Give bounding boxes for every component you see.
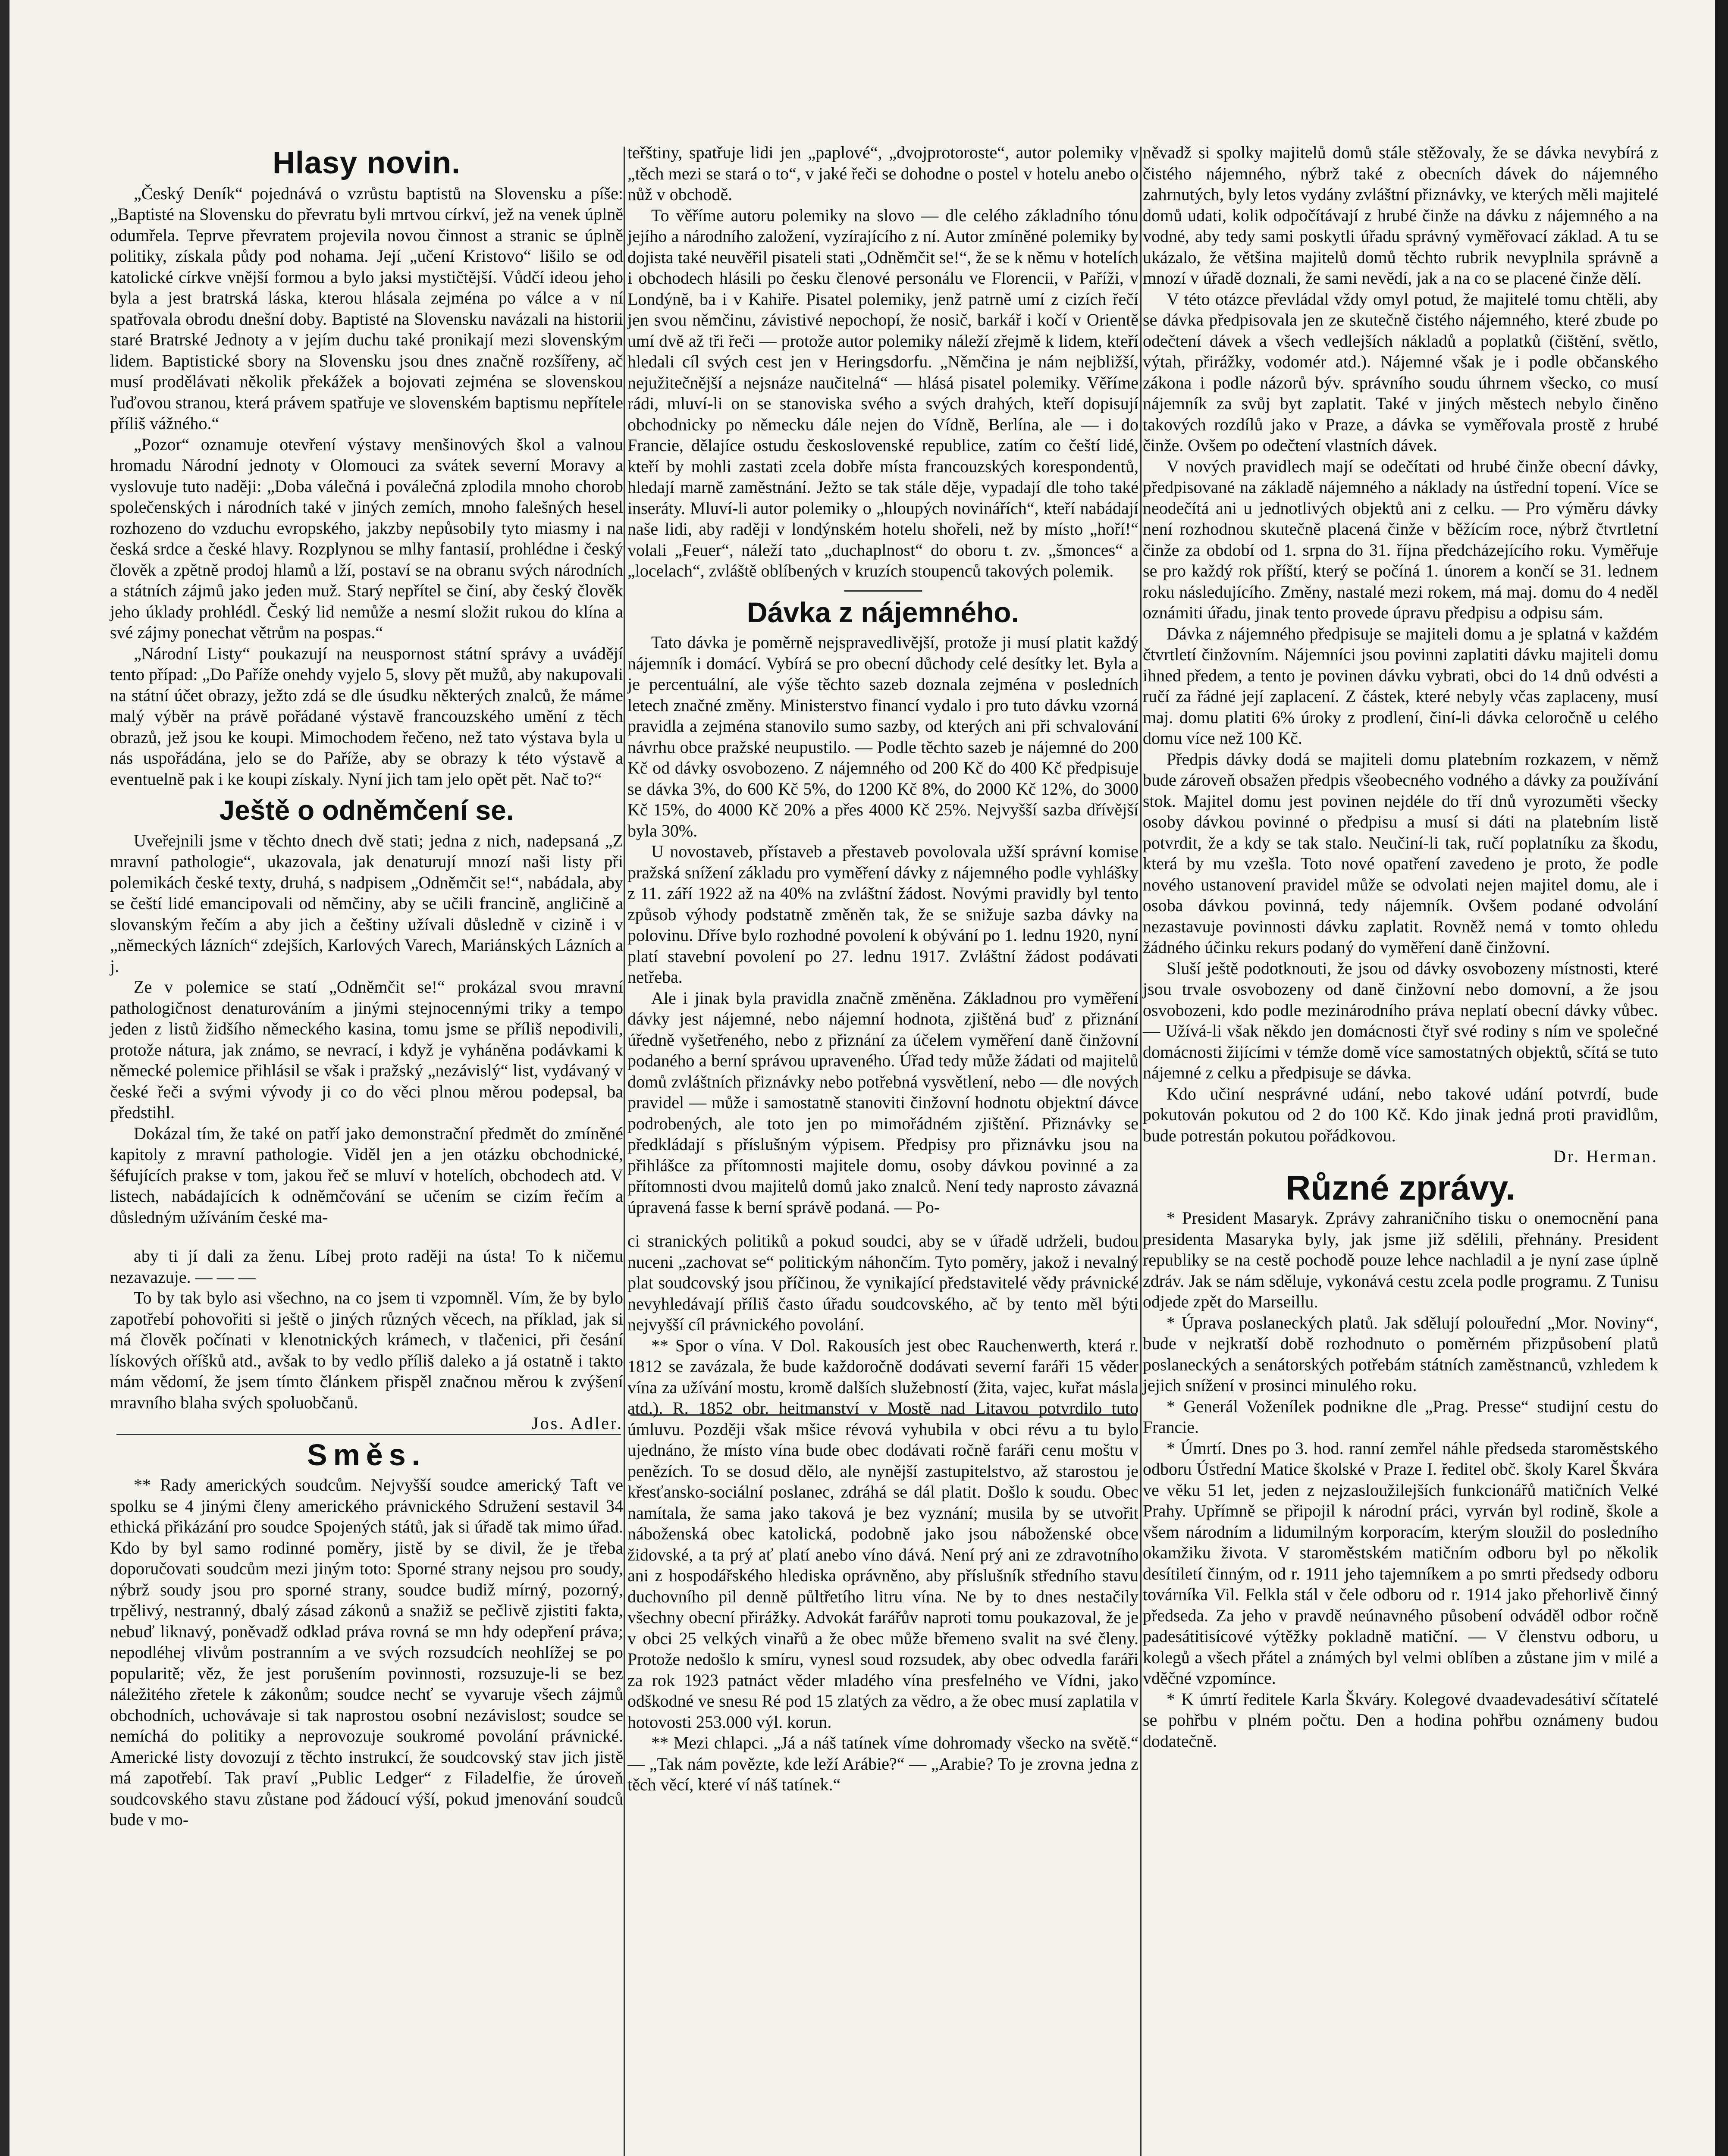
scan-right-edge <box>1715 0 1728 2156</box>
spacer <box>627 1218 1138 1231</box>
article-paragraph: ** Spor o vína. V Dol. Rakousích jest obec Rauchenwerth, která r. 1812 se zavázala, že bude každoročně dodávati severní faráři 15 věder vína za užívání mostu, kromě dalších služebností (žita, vajec, kuřat másla atd.). R. 1852 obr. heitmanství v Mostě nad Litavou potvrdilo tuto úmluvu. Později však mšice révová vyhubila v obci révu a tu bylo ujednáno, že místo vína bude obec dodávati ročně faráři cenu moštu v penězích. To se dosud dělo, ale nynější zastupitelstvo, až starostou je křesťansko-sociální poslanec, zdráhá se dál platit. Došlo k soudu. Obec namítala, že sama jako taková je bez vyznání; musila by se utvořit náboženská obec katolická, podobně jako jsou náboženské obce židovské, a ta prý ať platí anebo víno dává. Není prý ani ze zdravotního ani z hospodářského hlediska oprávněno, aby příslušník středního stavu duchovního pil denně půltřetího litru vína. Ne by to dnes nestačily všechny obecní přirážky. Advokát farářův naproti tomu poukazoval, že je v obci 25 velkých vinařů a že obec může břemeno svalit na své členy. Protože nedošlo k smíru, vynesl soud rozsudek, aby obec odvedla faráři za rok 1923 patnáct věder mladého vína presfelného ve Vídni, jako odškodné ve snesu Ré pod 15 zlatých za vědro, a že obec musí zaplatila v hotovosti 253.000 výl. korun. <box>627 1335 1138 1732</box>
separator <box>844 590 922 592</box>
article-paragraph: ** Mezi chlapci. „Já a náš tatínek víme dohromady všecko na světě.“ — „Tak nám povězte, kde leží Arábie?“ — „Arabie? To je zrovna jedna z těch věcí, které ví náš tatínek.“ <box>627 1733 1138 1794</box>
column-2 <box>627 142 1138 1796</box>
news-item: * Úmrtí. Dnes po 3. hod. ranní zemřel náhle předseda staroměstského odboru Ústřední Matice školské v Praze I. ředitel obč. školy Karel Škvára ve věku 51 let, jeden z nejzasloužilejších funkcionářů matičních Velké Prahy. Upřímně se připojil k národní práci, vyrván byl rodině, škole a všem národním a lidumilným korporacím, kterým sloužil do posledního okamžiku života. V staroměstském matičním odboru byl po několik desítiletí činným, od r. 1911 jeho tajemníkem a po smrti předsedy odboru továrníka Vil. Felkla stál v čele odboru od r. 1914 jako přehorlivě činný předseda. Za jeho v pravdě neúnavného působení odváděl odbor ročně padesátitisícové výtěžky pokladně matiční. — V členstvu odboru, u kolegů a všech přátel a známých byl velmi oblíben a zůstane jim v milé a vděčné vzpomínce. <box>1143 1438 1658 1688</box>
article-paragraph: Ale i jinak byla pravidla značně změněna. Základnou pro vyměření dávky jest nájemné, nebo nájemní hodnota, zjištěná buď z přiznání úředně vyšetřeného, nebo z přiznání za účelem vyměření daně činžovní podaného a berní správou upraveného. Úřad tedy může žádati od majitelů domů zvláštních přiznávky nebo potřebná vysvětlení, nebo — dle nových pravidel — může i samostatně stanoviti činžovní hodnotu objektní dávce podrobených, ale toto jen po mimořádném zjištění. Přiznávky se předkládají s příslušným výpisem. Předpisy pro přiznávku jsou na přihlášce za přítomnosti majitele domu, osoby dávkou povinné a za přítomnosti dvou majitelů domů jako znalců. Není tedy naprosto závazná úpravená fasse k berní správě podaná. — Po- <box>627 988 1138 1217</box>
article-paragraph: Předpis dávky dodá se majiteli domu platebním rozkazem, v němž bude zároveň obsažen předpis všeobecného vodného a dávky za používání stok. Majitel domu jest povinen nejdéle do tří dnů vyrozuměti všecky osoby dávkou povinné o předpisu a musí si dáti na platebním listě potvrdit, že a kdy se tak stalo. Neučiní-li tak, ručí poplatníku za škodu, která by mu vzešla. Toto nové opatření zavedeno je proto, že podle nového ustanovení pravidel může se odvolati nejen majitel domu, ale i osoba dávkou povinná, tedy nájemník. Ovšem podané odvolání nezastavuje povinnosti dávku zaplatit. Rovněž nemá v tomto ohledu žádného účinku rekurs podaný do vyměření daně činžovní. <box>1143 749 1658 957</box>
news-item: * Úprava poslaneckých platů. Jak sdělují polouřední „Mor. Noviny“, bude v nejkratší době rozhodnuto o poměrném přizpůsobení platů poslaneckých a senátorských potřebám státních zaměstnanců, vzhledem k jejich snížení v prosinci minulého roku. <box>1143 1313 1658 1395</box>
section-title-jeste: Ještě o odněmčení se. <box>219 795 514 826</box>
news-item: * Generál Voženílek podnikne dle „Prag. Presse“ studijní cestu do Francie. <box>1143 1396 1658 1437</box>
scan-left-edge <box>0 0 9 2156</box>
column-rule-1 <box>624 147 625 2156</box>
article-paragraph: Dávka z nájemného předpisuje se majiteli domu a je splatná v každém čtvrtletí činžovním. Nájemníci jsou povinni zaplatiti dávku majiteli domu ihned předem, a tento je povinen dávku vybrati, obci do 14 dnů odvésti a ručí za řádné její zaplacení. Z částek, které nebyly včas zaplaceny, musí maj. domu platiti 6% úroky z prodlení, činí-li dávka celoročně u celého domu více než 100 Kč. <box>1143 624 1658 748</box>
column-3 <box>1143 142 1658 1752</box>
article-paragraph: V nových pravidlech mají se odečítati od hrubé činže obecní dávky, předpisované na základě nájemného a náklady na ústřední topení. Více se neodečítá ani u jednotlivých objektů ani z celku. — Pro výměru dávky není rozhodnou skutečně placená činže v běžícím roce, nýbrž čtvrtletní činže za období od 1. srpna do 31. října předcházejícího roku. Vyměřuje se pro každý rok příští, který se počíná 1. únorem a končí se 31. lednem roku následujícího. Změny, nastalé mezi rokem, má maj. domu do 4 neděl oznámiti úřadu, jinak tento provede úpravu předpisu a odpisu sám. <box>1143 456 1658 622</box>
signature-herman: Dr. Herman. <box>1553 1147 1658 1166</box>
section-title-smes: Směs. <box>307 1438 427 1472</box>
article-paragraph: něvadž si spolky majitelů domů stále stěžovaly, že se dávka nevybírá z čistého nájemného, nýbrž také z obecních dávek do nájemného zahrnutých, byly letos vydány zvláštní přiznávky, ve kterých měli majitelé domů udati, kolik odpočítávají z hrubé činže na dávku z nájemného a na vodné, aby tedy sami poskytli úřadu správný vyměřovací základ. A tu se ukázalo, že většina majitelů domů těchto rubrik nevyplnila správně a mnozí v úřadě doznali, že sami nevědí, jak a na co se placené činže dělí. <box>1143 143 1658 288</box>
article-paragraph: teřštiny, spatřuje lidi jen „paplové“, „dvojprotoroste“, autor polemiky v „těch mezi se stará o to“, v jaké řeči se dohodne o postel v hotelu anebo o nůž v obchodě. <box>627 143 1138 204</box>
article-paragraph: U novostaveb, přístaveb a přestaveb povolovala užší správní komise pražská snížení základu pro vyměření dávky z nájemného podle vyhlášky z 11. září 1922 až na 40% na zvláštní žádost. Novými pravidly byl tento způsob výhody podstatně změněn tak, že se snižuje sazba dávky na polovinu. Dříve bylo rozhodné povolení k obývání po 1. lednu 1920, nyní platí stavební povolení po 27. lednu 1917. Zvláštní žádost podávati netřeba. <box>627 842 1138 987</box>
section-title-ruzne: Různé zprávy. <box>1286 1168 1515 1207</box>
article-paragraph: Sluší ještě podotknouti, že jsou od dávky osvobozeny místnosti, které jsou trvale osvobozeny od daně činžovní nebo domovní, a že jsou osvobozeni, kdo podle mezinárodního práva neplatí obecní dávky vůbec. — Užívá-li však někdo jen domácnosti čtyř své rodiny s ním ve společné domácnosti žijícími v témže domě více samostatných objektů, sčítá se tuto nájemné z celku a předpisuje se dávka. <box>1143 958 1658 1082</box>
news-item: * K úmrtí ředitele Karla Škváry. Kolegové dvaadevadesátiví sčítatelé se pohřbu v plném počtu. Den a hodina pohřbu oznámeny budou dodatečně. <box>1143 1689 1658 1751</box>
article-paragraph: Tato dávka je poměrně nejspravedlivější, protože ji musí platit každý nájemník i domácí. Vybírá se pro obecní důchody celé desítky let. Byla a je percentuální, ale výše těchto sazeb doznala zejména v posledních letech značné změny. Ministerstvo financí vydalo i pro tuto dávku vzorná pravidla a zejména stanovilo sumo sazby, od kterých ani při schvalování návrhu obce pražské neupustilo. — Podle těchto sazeb je nájemné do 200 Kč od dávky osvobozeno. Z nájemného od 200 Kč do 400 Kč předpisuje se dávka 3%, do 600 Kč 5%, do 1200 Kč 8%, do 2000 Kč 12%, do 3000 Kč 15%, do 4000 Kč 20% a přes 4000 Kč 25%. Nejvyšší sazba dřívější byla 30%. <box>627 633 1138 840</box>
section-title-davka: Dávka z nájemného. <box>747 596 1019 628</box>
article-paragraph: V této otázce převládal vždy omyl potud, že majitelé tomu chtěli, aby se dávka předpisovala jen ze skutečně čistého nájemného, které zbude po odečtení dávek a všech vedlejších nákladů a poplatků (čištění, světlo, výtah, přirážky, vodomér atd.). Nájemné však je i podle občanského zákona i podle názorů býv. správního soudu úhrnem všecko, co musí nájemník za svůj byt zaplatit. Také v jiných městech nebylo činěno takových rozdílů jako v Praze, a dávka se vyměřovala prostě z hrubé činže. Ovšem po odečtení vlastních dávek. <box>1143 289 1658 455</box>
article-paragraph: ci stranických politiků a pokud soudci, aby se v úřadě udrželi, budou nuceni „zachovat se“ politickým náhončím. Tyto poměry, jakož i nevalný plat soudcovský jsou příčinou, že vynikající představitelé vědy právnické nevyhledávají příliš často úřadu soudcovského, ač by tento měl býti nejvyšší cíl právnického povolání. <box>627 1231 1138 1334</box>
article-paragraph: „Národní Listy“ poukazují na neuspornost státní správy a uvádějí tento případ: „Do Paříže onehdy vyjelo 5, slovy pět mužů, aby nakupovali na státní účet obrazy, ježto zdá se dle úsudku některých znalců, že máme malý výběr na právě pořádané výstavě francouzského umění z těch obrazů, jež jsou ke koupi. Mimochodem řečeno, než tato výstava byla u nás uspořádána, jelo se do Paříže, aby se obrazy k této výstavě a eventuelně pak i ke koupi získaly. Nyní jich tam jelo opět pět. Nač to?“ <box>110 643 623 789</box>
article-paragraph: aby ti jí dali za ženu. Líbej proto raději na ústa! To k ničemu nezavazuje. — — — <box>110 1246 623 1287</box>
column-1 <box>110 142 623 1830</box>
article-paragraph: Kdo učiní nesprávné udání, nebo takové udání potvrdí, bude pokutován pokutou od 2 do 100 Kč. Kdo jinak jedná proti pravidlům, bude potrestán pokutou pořádkovou. <box>1143 1084 1658 1145</box>
article-paragraph: Ze v polemice se statí „Odněmčit se!“ prokázal svou mravní pathologičnost denaturováním a jinými stejnocennými triky a tempo jeden z listů židšího německého kasina, tomu jsme se příliš nepodivili, protože nátura, jak známo, se nevrací, i když je vyháněna podávkami k německé polemice přihlásil se však i pražský „nezávislý“ list, vydávaný v české řeči a svými vývody ji co do věci plnou měrou podepsal, ba předstihl. <box>110 977 623 1122</box>
news-item: * President Masaryk. Zprávy zahraničního tisku o onemocnění pana presidenta Masaryka byly, jak jsme již sdělili, přehnány. President republiky se na cestě pochodě pouze lehce nachladil a je nyní zase úplně zdráv. Jak se nám sděluje, vykonává cestu zcela podle programu. Z Tunisu odjede zpět do Marseillu. <box>1143 1208 1658 1311</box>
article-paragraph: „Český Deník“ pojednává o vzrůstu baptistů na Slovensku a píše: „Baptisté na Slovensku do převratu byli mrtvou církví, jež na venek úplně odumřela. Teprve převratem projevila novou činnost a stranic se úplně politiky, získala půdy pod nohama. Její „učení Kristovo“ lišilo se od katolické církve vnější formou a bylo jaksi mystičtější. Vůdčí ideou jeho byla a jest bratrská láska, kterou hlásala zejména po válce a v ní spatřovala obrodu dnešní doby. Baptisté na Slovensku navázali na historii staré Bratrské Jednoty a v jejím duchu také pronikají mezi slovenským lidem. Baptistické sbory na Slovensku jsou dnes značně rozšířeny, ač musí prodělávati několik překážek a bojovati zejména se slovenskou ľuďovou stranou, která právem spatřuje ve slovenském baptismu nepřítele příliš vážného.“ <box>110 183 623 433</box>
article-paragraph: To by tak bylo asi všechno, na co jsem ti vzpomněl. Vím, že by bylo zapotřebí pohovořiti si ještě o jiných různých věcech, na příklad, jak si má člověk počínati v klenotnických krámech, v tlačenici, při česání lískových oříšků atd., avšak to by vedlo příliš daleko a já ostatně i takto mám vědomí, že jsem tímto článkem přispěl značnou měrou k zvýšení mravního blaha svých spoluobčanů. <box>110 1288 623 1412</box>
column-rule-2 <box>1140 147 1142 2156</box>
article-paragraph: Dokázal tím, že také on patří jako demonstrační předmět do zmíněné kapitoly z mravní pathologie. Viděl jen a jen otázku obchodnické, šéfujících prakse v tom, jakou řeč se mluví v hotelích, obchodech atd. V listech, nabádajících k odněmčování se učením se cizím řečím a důsledným užíváním české ma- <box>110 1123 623 1227</box>
article-paragraph: ** Rady amerických soudcům. Nejvyšší soudce americký Taft ve spolku se 4 jinými členy amerického právnického Sdružení sestavil 34 ethická přikázání pro soudce Spojených států, jak si úřadě tak mimo úřad. Kdo by byl samo rodinné poměry, jistě by se divil, že je třeba doporučovati soudcům mezi jiným toto: Sporné strany nejsou pro soudy, nýbrž soudy jsou pro sporné strany, soudce budiž mírný, pozorný, trpělivý, nestranný, dbalý zásad zákonů a snažiž se pečlivě zjistiti fakta, nebuď liknavý, poněvadž odklad práva rovná se mn hdy odepření práva; nepodléhej vlivům postranním a ve svých rozsudcích neohlížej se po popularitě; věz, že jest porušením povinnosti, rozsuzuje-li se bez náležitého zřetele k zákonům; soudce nechť se vyvaruje všech zájmů obchodních, uchovávaje si tak naprostou osobní nezávislost; soudce se nemíchá do politiky a neprovozuje soukromé povolání právnické. Americké listy dovozují z těchto instrukcí, že soudcovský stav jich jistě má zapotřebí. Tak praví „Public Ledger“ z Filadelfie, že úroveň soudcovského stavu zůstane pod žádoucí výší, pokud jmenování soudců bude v mo- <box>110 1475 623 1829</box>
spacer <box>110 1228 623 1246</box>
signature-adler: Jos. Adler. <box>532 1413 623 1433</box>
article-paragraph: To věříme autoru polemiky na slovo — dle celého základního tónu jejího a národního založení, vyzírajícího z ní. Autor zmíněné polemiky by dojista také neuvěřil pisateli stati „Odněmčit se!“, že se k němu v hotelích i obchodech hlásili po česku členové personálu ve Florencii, v Paříži, v Londýně, ba i v Kahiře. Pisatel polemiky, jenž patrně umí z cizích řečí jen svou němčinu, závistivé nepochopí, že nosič, barkář i kočí v Orientě umí dvě až tři řeči — protože autor polemiky náleží zřejmě k lidem, kteří hledali cíl svých cest jen v Heringsdorfu. „Němčina je nám nejbližší, nejužitečnější a nejsnáze naučitelná“ — hlásá pisatel polemiky. Věříme rádi, mluví-li on se stanoviska svého a svých drahých, kteří dopisují obchodnicky po německu dále nejen do Vídně, Berlína, ale — i do Francie, dělajíce ostudu československé republice, zatím co čeští lidé, kteří by mohli zastati zcela dobře místa francouzských korespondentů, hledají marně zaměstnání. Ježto se tak stále děje, vypadají dle toho také inseráty. Mluví-li autor polemiky o „hloupých novinářích“, kteří nabádají naše lidi, aby raději v londýnském hotelu shořeli, než by místo „hoří!“ volali „Feuer“, náleží tato „duchaplnost“ do oboru t. zv. „šmonces“ a „locelach“, zvláště oblíbených v kruzích stoupenců takových polemik. <box>627 205 1138 580</box>
article-paragraph: „Pozor“ oznamuje otevření výstavy menšinových škol a valnou hromadu Národní jednoty v Olomouci za svátek severní Moravy a vyslovuje tuto naději: „Doba válečná i poválečná zplodila mnoho chorob společenských i národních také v jiných zemích, mnoho falešných hesel rozhozeno do vzduchu evropského, jakzby nepůsobily tyto miasmy i na česká srdce a české hlavy. Rozplynou se mlhy fantasií, prohlédne i český člověk a zpětně prodoj hlamů a lží, postaví se na obranu svých národních a státních zájmů jako jeden muž. Starý nepřítel se činí, aby český člověk jeho úklady prohlédl. Český lid nemůže a nesmí složit rukou do klína a své zájmy ponechat větrům na pospas.“ <box>110 434 623 642</box>
section-title-hlasy: Hlasy novin. <box>272 146 461 180</box>
article-paragraph: Uveřejnili jsme v těchto dnech dvě stati; jedna z nich, nadepsaná „Z mravní pathologie“, ukazovala, jak denaturují mnozí naši listy při polemikách české texty, druhá, s nadpisem „Odněmčit se!“, nabádala, aby se čeští lidé emancipovali od němčiny, aby se učili francině, angličině a slovanským řečím a aby jich a češtiny užívali důsledně v cizině i v „německých lázních“ zdejších, Karlových Varech, Mariánských Lázních a j. <box>110 830 623 976</box>
